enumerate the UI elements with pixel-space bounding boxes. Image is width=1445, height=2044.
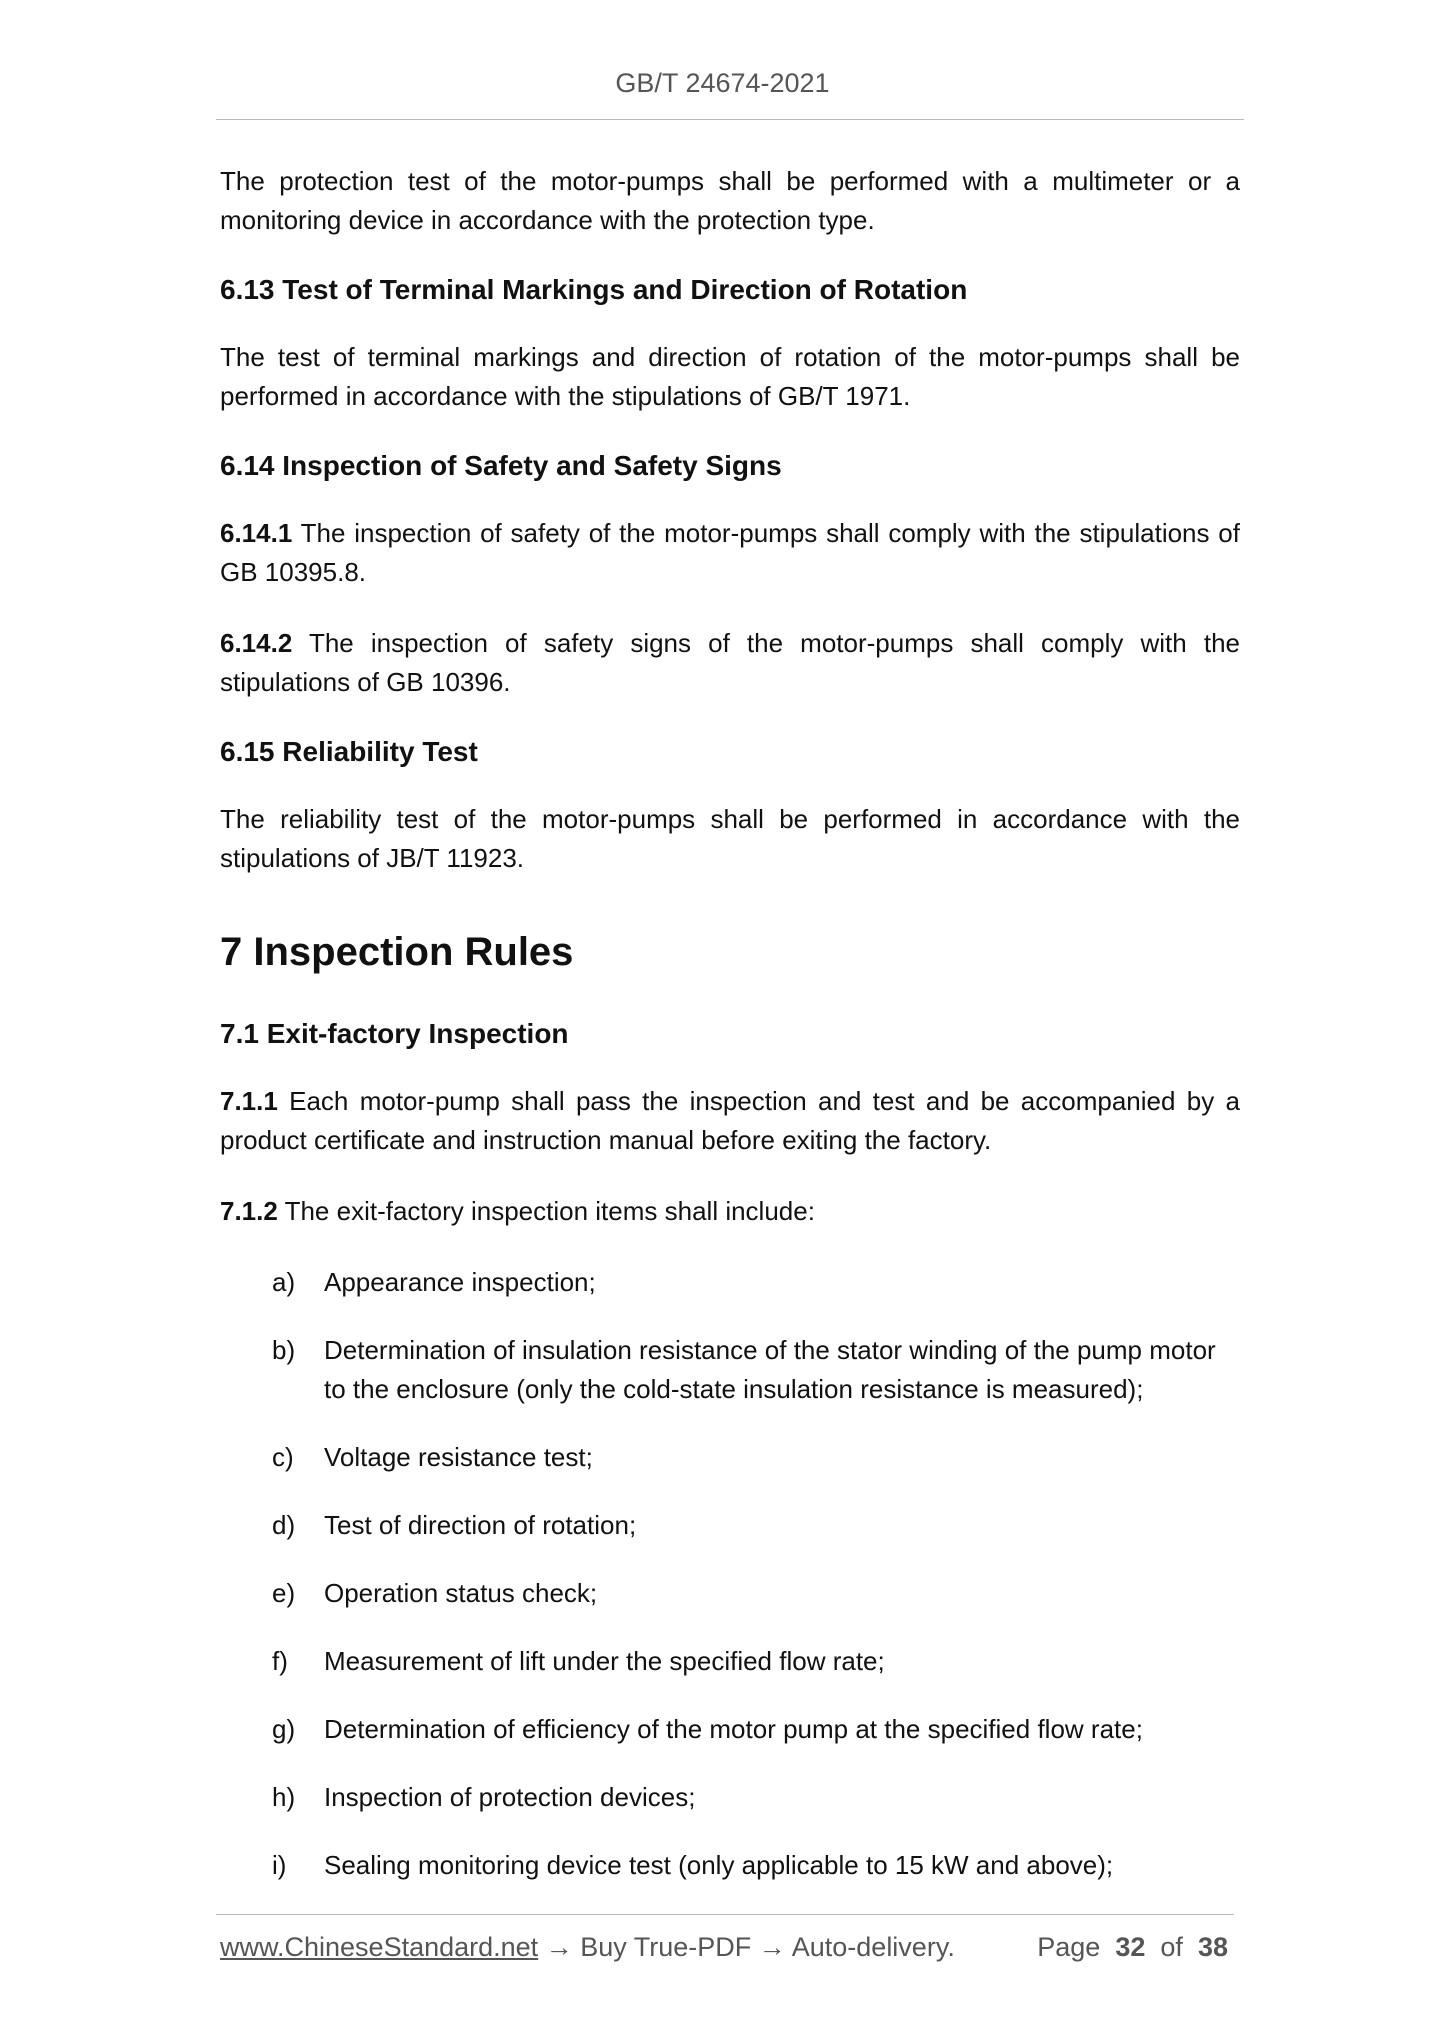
section-6-15-heading: 6.15 Reliability Test [220,736,478,767]
clause-text: The inspection of safety signs of the motor-pumps shall comply with the stipulations of GB 10396. [220,628,1240,697]
clause-text: The inspection of safety of the motor-pumps shall comply with the stipulations of GB 10395.8. [220,518,1240,587]
section-6-13-text: The test of terminal markings and direction of rotation of the motor-pumps shall be performed in accordance with the stipulations of GB/T 1971. [220,342,1240,411]
intro-paragraph: The protection test of the motor-pumps shall be performed with a multimeter or a monitoring device in accordance with the protection type. [220,166,1240,235]
list-item-text: Determination of efficiency of the motor pump at the specified flow rate; [324,1714,1143,1744]
website-link[interactable]: www.ChineseStandard.net [220,1932,539,1962]
clause-6-14-1 [220,514,1240,592]
list-item-text: Voltage resistance test; [324,1442,593,1472]
list-item-text: Appearance inspection; [324,1267,596,1297]
page-number: 32 [1115,1932,1146,1962]
list-item [220,1642,1240,1681]
page-header: GB/T 24674-2021 [615,68,830,98]
list-marker: a) [272,1267,296,1297]
list-marker: d) [272,1510,296,1540]
header-divider [216,119,1244,120]
page-indicator [1037,1932,1228,1963]
list-item [220,1778,1240,1817]
section-7-1-heading: 7.1 Exit-factory Inspection [220,1018,569,1049]
clause-number: 6.14.1 [220,518,293,548]
list-marker: e) [272,1578,296,1608]
section-6-14-heading: 6.14 Inspection of Safety and Safety Signs [220,450,782,481]
total-pages: 38 [1197,1932,1228,1962]
list-item [220,1331,1240,1409]
clause-text: Each motor-pump shall pass the inspection and test and be accompanied by a product certificate and instruction manual before exiting the factory. [220,1086,1240,1155]
of-label: of [1160,1932,1183,1962]
clause-number: 6.14.2 [220,628,293,658]
inspection-items-list [220,1263,1240,1885]
list-marker: f) [272,1646,288,1676]
list-item-text: Test of direction of rotation; [324,1510,637,1540]
section-6-13-heading: 6.13 Test of Terminal Markings and Direction of Rotation [220,274,968,305]
list-item-text: Operation status check; [324,1578,598,1608]
list-item-text: Inspection of protection devices; [324,1782,696,1812]
clause-7-1-2 [220,1192,1240,1231]
clause-6-14-2 [220,624,1240,702]
list-item-text: Determination of insulation resistance of the stator winding of the pump motor to the enclosure (only the cold-state insulation resistance is measured); [324,1335,1216,1404]
list-marker: i) [272,1850,287,1880]
chapter-7-heading: 7 Inspection Rules [220,930,574,974]
list-item [220,1846,1240,1885]
clause-7-1-1 [220,1082,1240,1160]
list-marker: g) [272,1714,296,1744]
list-item-text: Sealing monitoring device test (only applicable to 15 kW and above); [324,1850,1114,1880]
page-label: Page [1037,1932,1101,1962]
footer-divider [216,1914,1234,1915]
list-item [220,1574,1240,1613]
list-marker: c) [272,1442,294,1472]
footer-tagline: → Buy True-PDF → Auto-delivery. [538,1932,955,1962]
list-marker: h) [272,1782,296,1812]
list-item [220,1263,1240,1302]
list-marker: b) [272,1335,296,1365]
page-content [220,162,1240,1914]
list-item-text: Measurement of lift under the specified flow rate; [324,1646,885,1676]
clause-text: The exit-factory inspection items shall include: [277,1196,815,1226]
clause-number: 7.1.1 [220,1086,278,1116]
list-item [220,1710,1240,1749]
clause-number: 7.1.2 [220,1196,278,1226]
section-6-15-text: The reliability test of the motor-pumps shall be performed in accordance with the stipulations of JB/T 11923. [220,804,1240,873]
list-item [220,1506,1240,1545]
page-footer [220,1932,1232,1963]
list-item [220,1438,1240,1477]
